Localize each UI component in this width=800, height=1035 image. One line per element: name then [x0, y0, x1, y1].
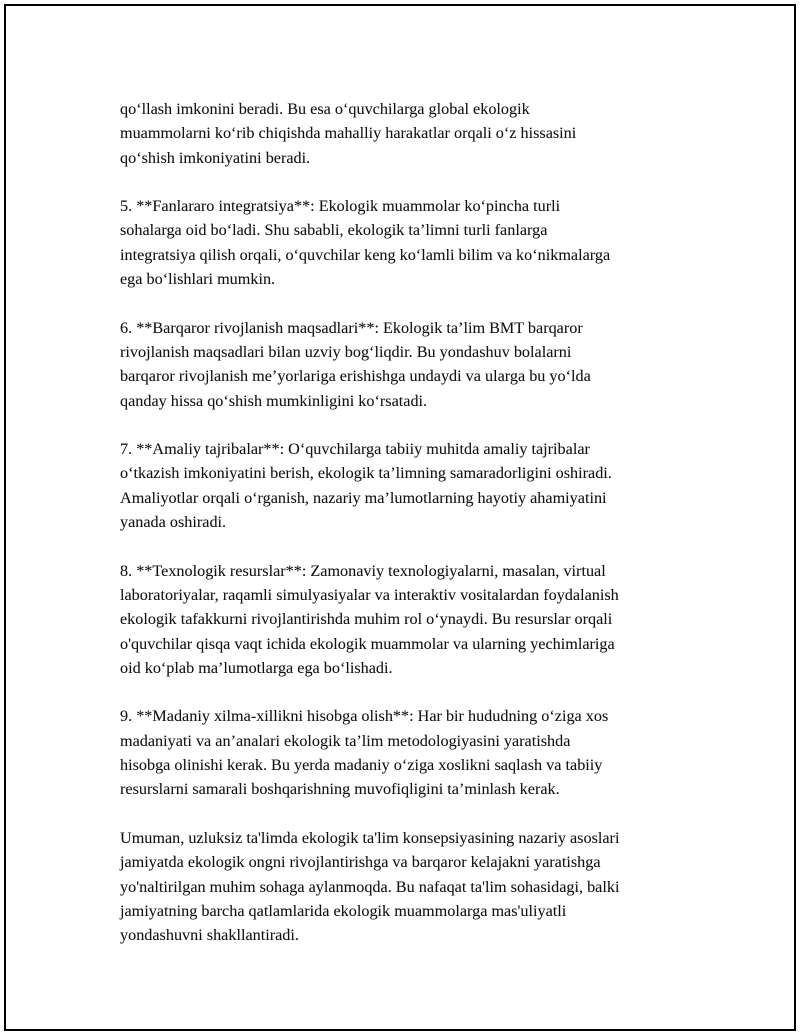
text-line: barqaror rivojlanish me’yorlariga erishishga undaydi va ularga bu yo‘lda	[120, 367, 591, 386]
text-line: yondashuvni shakllantiradi.	[120, 926, 299, 945]
page-frame	[4, 4, 796, 1031]
paragraph-item-7	[120, 437, 700, 534]
text-line: muammolarni ko‘rib chiqishda mahalliy harakatlar orqali o‘z hissasini	[120, 124, 577, 143]
text-line: jamiyatning barcha qatlamlarida ekologik muammolarga mas'uliyatli	[120, 901, 567, 920]
paragraph-item-5	[120, 194, 700, 291]
text-line: Amaliyotlar orqali o‘rganish, nazariy ma’lumotlarning hayotiy ahamiyatini	[120, 488, 607, 507]
text-line: o‘tkazish imkoniyatini berish, ekologik ta’limning samaradorligini oshiradi.	[120, 464, 612, 483]
paragraph-continuation	[120, 97, 700, 170]
text-line: integratsiya qilish orqali, o‘quvchilar keng ko‘lamli bilim va ko‘nikmalarga	[120, 245, 611, 264]
text-line: ekologik tafakkurni rivojlantirishda muhim rol o‘ynaydi. Bu resurslar orqali	[120, 610, 613, 629]
text-line: hisobga olinishi kerak. Bu yerda madaniy o‘ziga xoslikni saqlash va tabiiy	[120, 756, 603, 775]
text-line: 9. **Madaniy xilma-xillikni hisobga olish**: Har bir hududning o‘ziga xos	[120, 707, 609, 726]
text-line: madaniyati va an’analari ekologik ta’lim metodologiyasini yaratishda	[120, 731, 571, 750]
paragraph-item-6	[120, 316, 700, 413]
text-line: yanada oshiradi.	[120, 513, 227, 532]
text-line: qanday hissa qo‘shish mumkinligini ko‘rsatadi.	[120, 391, 428, 410]
text-line: 6. **Barqaror rivojlanish maqsadlari**: Ekologik ta’lim BMT barqaror	[120, 318, 583, 337]
text-line: laboratoriyalar, raqamli simulyasiyalar va interaktiv vositalardan foydalanish	[120, 585, 619, 604]
text-line: sohalarga oid bo‘ladi. Shu sababli, ekologik ta’limni turli fanlarga	[120, 221, 548, 240]
text-line: oid ko‘plab ma’lumotlarga ega bo‘lishadi.	[120, 658, 393, 677]
text-line: jamiyatda ekologik ongni rivojlantirishga va barqaror kelajakni yaratishga	[120, 853, 601, 872]
text-line: qo‘shish imkoniyatini beradi.	[120, 148, 311, 167]
paragraph-item-8	[120, 559, 700, 680]
paragraph-item-9	[120, 704, 700, 801]
text-line: ega bo‘lishlari mumkin.	[120, 270, 276, 289]
document-body	[120, 97, 700, 972]
text-line: resurslarni samarali boshqarishning muvofiqligini ta’minlash kerak.	[120, 780, 560, 799]
text-line: yo'naltirilgan muhim sohaga aylanmoqda. Bu nafaqat ta'lim sohasidagi, balki	[120, 877, 620, 896]
text-line: 7. **Amaliy tajribalar**: O‘quvchilarga tabiiy muhitda amaliy tajribalar	[120, 440, 590, 459]
text-line: 8. **Texnologik resurslar**: Zamonaviy texnologiyalarni, masalan, virtual	[120, 561, 606, 580]
text-line: qo‘llash imkonini beradi. Bu esa o‘quvchilarga global ekologik	[120, 100, 530, 118]
text-line: rivojlanish maqsadlari bilan uzviy bog‘liqdir. Bu yondashuv bolalarni	[120, 342, 572, 361]
paragraph-conclusion	[120, 826, 700, 947]
text-line: Umuman, uzluksiz ta'limda ekologik ta'lim konsepsiyasining nazariy asoslari	[120, 828, 620, 847]
text-line: 5. **Fanlararo integratsiya**: Ekologik muammolar ko‘pincha turli	[120, 197, 561, 216]
text-line: o'quvchilar qisqa vaqt ichida ekologik muammolar va ularning yechimlariga	[120, 634, 615, 653]
